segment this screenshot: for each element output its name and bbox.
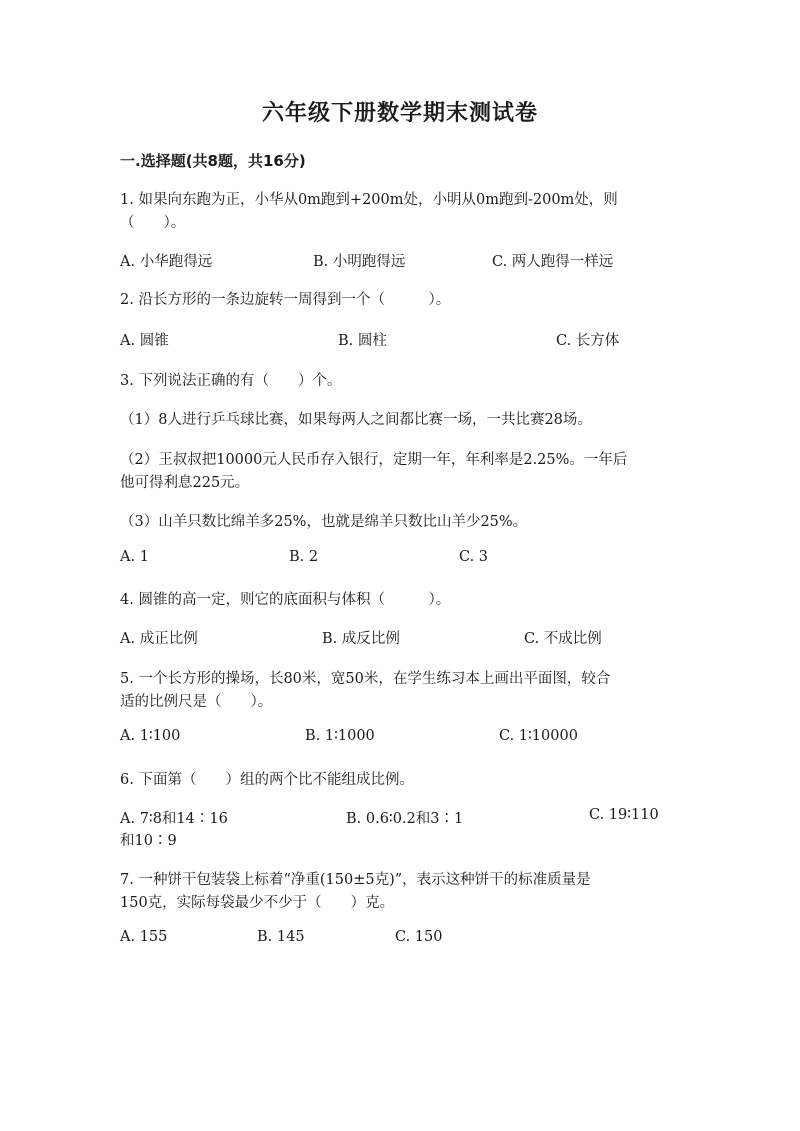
page-title: 六年级下册数学期末测试卷	[261, 101, 538, 126]
question-5-option-a: A. 1∶100	[120, 728, 181, 744]
question-3-option-b: B. 2	[289, 549, 319, 565]
question-5-text-cont: 适的比例尺是（ ）。	[120, 694, 273, 710]
question-1-option-b: B. 小明跑得远	[313, 254, 406, 270]
question-1-text: 1. 如果向东跑为正，小华从0m跑到+200m处，小明从0m跑到-200m处，则	[120, 192, 618, 208]
question-6-option-c: C. 19∶110	[589, 807, 659, 823]
question-1-option-a: A. 小华跑得远	[120, 254, 213, 270]
question-3-statement-3: （3）山羊只数比绵羊多25%，也就是绵羊只数比山羊少25%。	[120, 514, 528, 530]
question-3-statement-2-cont: 他可得利息225元。	[120, 475, 250, 491]
question-7-option-a: A. 155	[120, 929, 168, 945]
question-3-text: 3. 下列说法正确的有（ ）个。	[120, 373, 342, 389]
question-7-text-cont: 150克，实际每袋最少不少于（ ）克。	[120, 895, 395, 911]
question-4-option-b: B. 成反比例	[322, 631, 400, 647]
question-2-text: 2. 沿长方形的一条边旋转一周得到一个（ ）。	[120, 292, 451, 308]
question-3-option-a: A. 1	[120, 549, 149, 565]
question-2-option-a: A. 圆锥	[120, 333, 169, 349]
question-3-statement-2: （2）王叔叔把10000元人民币存入银行，定期一年，年利率是2.25%。一年后	[120, 452, 628, 468]
question-7-option-c: C. 150	[395, 929, 443, 945]
question-4-option-a: A. 成正比例	[120, 631, 198, 647]
question-7-option-b: B. 145	[257, 929, 305, 945]
question-7-text: 7. 一种饼干包装袋上标着“净重(150±5克)”，表示这种饼干的标准质量是	[120, 872, 591, 888]
question-6-text: 6. 下面第（ ）组的两个比不能组成比例。	[120, 772, 414, 788]
question-5-option-b: B. 1∶1000	[305, 728, 375, 744]
section-heading: 一.选择题(共8题，共16分)	[120, 152, 306, 170]
question-6-option-a: A. 7∶8和14∶16	[120, 811, 228, 827]
question-2-option-c: C. 长方体	[556, 333, 620, 349]
question-4-text: 4. 圆锥的高一定，则它的底面积与体积（ ）。	[120, 592, 451, 608]
question-2-option-b: B. 圆柱	[338, 333, 387, 349]
question-1-option-c: C. 两人跑得一样远	[492, 254, 614, 270]
question-3-option-c: C. 3	[459, 549, 489, 565]
question-5-text: 5. 一个长方形的操场，长80米，宽50米，在学生练习本上画出平面图，较合	[120, 671, 611, 687]
question-6-option-c-cont: 和10∶9	[120, 833, 177, 849]
question-6-option-b: B. 0.6∶0.2和3∶1	[346, 811, 464, 827]
question-5-option-c: C. 1∶10000	[499, 728, 578, 744]
question-4-option-c: C. 不成比例	[524, 631, 602, 647]
question-1-text-cont: （ ）。	[120, 215, 186, 231]
question-3-statement-1: （1）8人进行乒乓球比赛，如果每两人之间都比赛一场，一共比赛28场。	[120, 412, 592, 428]
